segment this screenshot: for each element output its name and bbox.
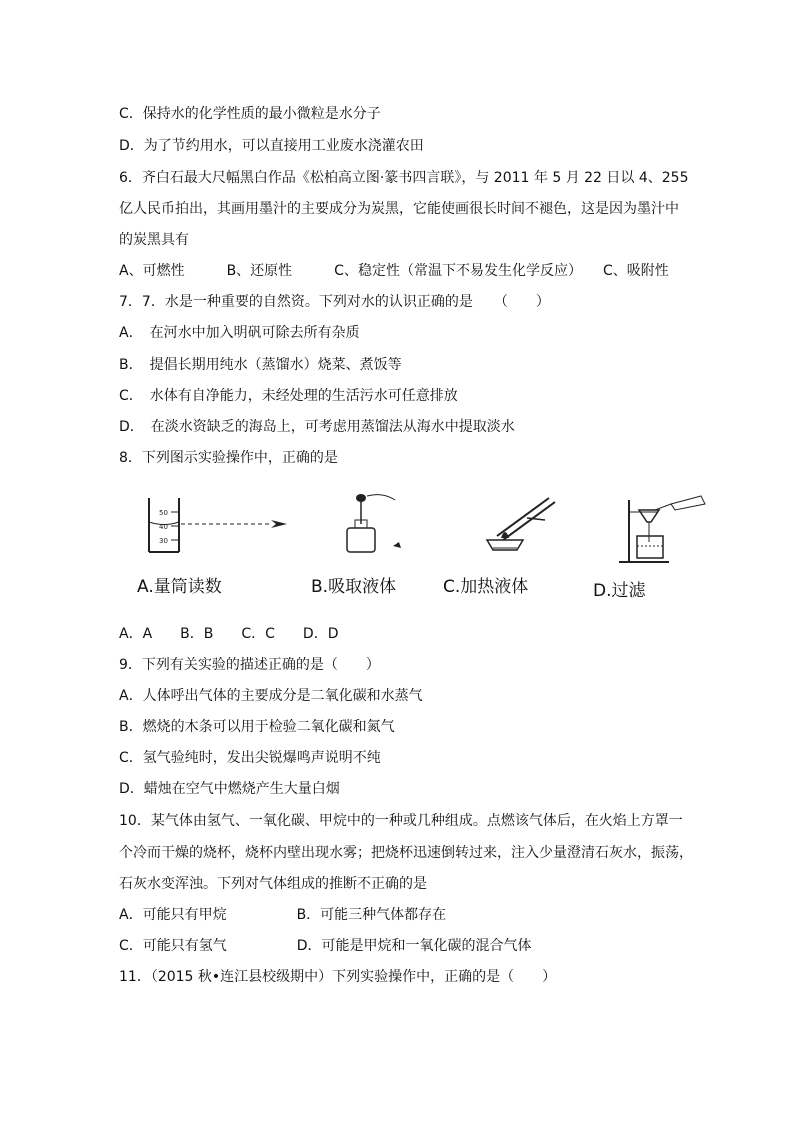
question-6: 6．齐白石最大尺幅黑白作品《松柏高立图·篆书四言联》，与 2011 年 5 月 22 日以 4、255 (119, 170, 689, 186)
text-line: C．保持水的化学性质的最小微粒是水分子 (119, 106, 381, 122)
question-7: 7．7．水是一种重要的自然资。下列对水的认识正确的是 （ ） (119, 294, 550, 310)
text-line: 个冷而干燥的烧杯，烧杯内壁出现水雾；把烧杯迅速倒转过来，注入少量澄清石灰水，振荡， (119, 845, 693, 861)
scale-mark: 40 (159, 523, 168, 531)
options-6: A、可燃性 B、还原性 C、稳定性（常温下不易发生化学反应） C、吸附性 (119, 263, 669, 279)
option-7c: C． 水体有自净能力，未经处理的生活污水可任意排放 (119, 388, 458, 404)
option-7d: D． 在淡水资缺乏的海岛上，可考虑用蒸馏法从海水中提取淡水 (119, 419, 515, 435)
options-10-row2: C．可能只有氢气 D．可能是甲烷和一氧化碳的混合气体 (119, 938, 532, 954)
question-9: 9．下列有关实验的描述正确的是（ ） (119, 657, 380, 673)
figure-caption-d: D.过滤 (593, 581, 646, 601)
question-8: 8．下列图示实验操作中，正确的是 (119, 450, 338, 466)
figure-caption-b: B.吸取液体 (311, 577, 397, 597)
question-11: 11．（2015 秋•连江县校级期中）下列实验操作中，正确的是（ ） (119, 969, 557, 985)
options-10-row1: A．可能只有甲烷 B．可能三种气体都存在 (119, 907, 447, 923)
option-9c: C．氢气验纯时，发出尖锐爆鸣声说明不纯 (119, 750, 381, 766)
experiment-figure (119, 490, 739, 605)
options-8: A．A B．B C．C D．D (119, 626, 339, 642)
heating-illustration (467, 490, 567, 560)
figure-caption-a: A.量筒读数 (137, 577, 222, 597)
scale-mark: 50 (159, 509, 168, 517)
figure-caption-c: C.加热液体 (443, 577, 529, 597)
option-9b: B．燃烧的木条可以用于检验二氧化碳和氮气 (119, 719, 395, 735)
text-line: D．为了节约用水，可以直接用工业废水浇灌农田 (119, 138, 424, 154)
text-line: 石灰水变浑浊。下列对气体组成的推断不正确的是 (119, 876, 427, 892)
scale-mark: 30 (159, 537, 168, 545)
filtration-illustration (609, 490, 719, 570)
option-9d: D．蜡烛在空气中燃烧产生大量白烟 (119, 781, 340, 797)
option-7b: B． 提倡长期用纯水（蒸馏水）烧菜、煮饭等 (119, 357, 402, 373)
option-7a: A． 在河水中加入明矾可除去所有杂质 (119, 325, 360, 341)
question-10: 10．某气体由氢气、一氧化碳、甲烷中的一种或几种组成。点燃该气体后，在火焰上方罩一 (119, 813, 683, 829)
dropper-illustration (337, 490, 417, 560)
text-line: 亿人民币拍出，其画用墨汁的主要成分为炭黑，它能使画很长时间不褪色，这是因为墨汁中 (119, 201, 679, 217)
option-9a: A．人体呼出气体的主要成分是二氧化碳和水蒸气 (119, 688, 423, 704)
cylinder-reading-illustration (141, 490, 301, 560)
text-line: 的炭黑具有 (119, 232, 189, 248)
